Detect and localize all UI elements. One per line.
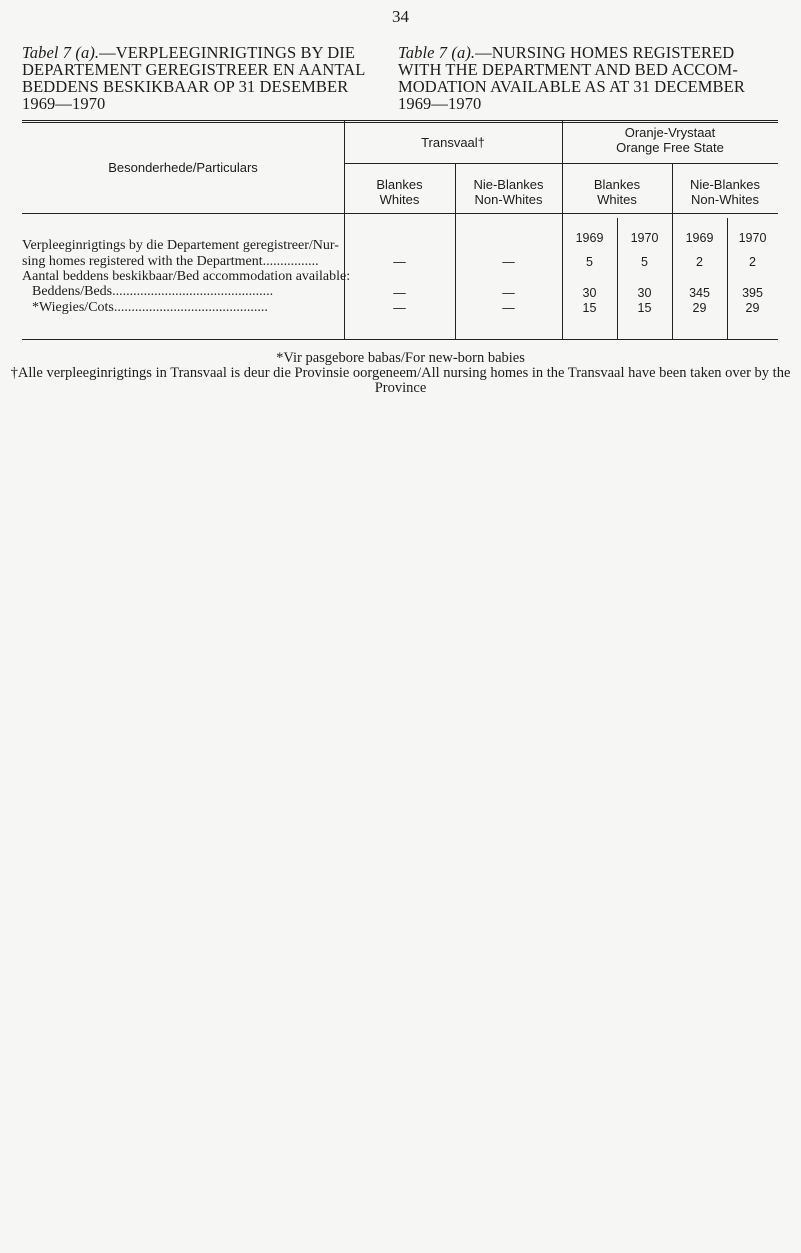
table-top-rule [22, 122, 778, 123]
table-cell: 30 [582, 286, 597, 300]
particulars-header: Besonderhede/Particulars [108, 160, 258, 175]
year-header: 1970 [738, 231, 767, 245]
title-english-line: WITH THE DEPARTMENT AND BED ACCOM- [398, 60, 738, 79]
row-label-bed-accommodation: Aantal beddens beskikbaar/Bed accommodation available: [22, 269, 351, 284]
year-header: 1970 [630, 231, 659, 245]
year-header: 1969 [575, 231, 604, 245]
table-bottom-rule [22, 339, 778, 340]
table-cell: — [393, 301, 406, 315]
title-english-lead: Table 7 (a). [398, 43, 476, 62]
whites-afrikaans: Blankes [376, 177, 423, 192]
table-cell: 2 [749, 255, 756, 269]
table-cell: — [502, 286, 515, 300]
table-cell: — [393, 286, 406, 300]
transvaal-nonwhites-header [455, 177, 562, 207]
ofs-header-english: Orange Free State [616, 140, 724, 155]
whites-afrikaans: Blankes [593, 177, 641, 192]
table-cell: 29 [692, 301, 707, 315]
table-cell: 5 [641, 255, 648, 269]
ofs-whites-header [562, 177, 672, 207]
year-header: 1969 [685, 231, 714, 245]
row-label-cots: *Wiegies/Cots............................................ [32, 300, 268, 315]
table-cell: 29 [745, 301, 760, 315]
whites-english: Whites [597, 192, 637, 207]
title-afrikaans [22, 44, 397, 112]
transvaal-header: Transvaal† [421, 135, 485, 150]
table-cell: 15 [582, 301, 597, 315]
footnote-transvaal-cont: Province [374, 380, 427, 396]
row-label-nursing-homes [22, 238, 339, 269]
table-cell: 2 [696, 255, 703, 269]
table-cell: 395 [742, 286, 763, 300]
ofs-nonwhites-header [672, 177, 778, 207]
row-label-beds: Beddens/Beds.............................................. [32, 284, 274, 299]
title-afrikaans-line: 1969—1970 [22, 94, 106, 113]
table-cell: 15 [637, 301, 652, 315]
nonwhites-english: Non-Whites [691, 192, 759, 207]
title-english-line: MODATION AVAILABLE AS AT 31 DECEMBER [398, 77, 745, 96]
nonwhites-afrikaans: Nie-Blankes [689, 177, 761, 192]
title-english-line: 1969—1970 [398, 94, 482, 113]
nursing-homes-table [22, 120, 778, 342]
ofs-header [562, 125, 778, 155]
ofs-header-afrikaans: Oranje-Vrystaat [624, 125, 716, 140]
whites-english: Whites [379, 192, 420, 207]
table-cell: — [393, 255, 406, 269]
table-cell: 345 [689, 286, 710, 300]
header-bottom-rule [22, 213, 778, 214]
header-divider [344, 163, 778, 164]
transvaal-whites-header [344, 177, 455, 207]
table-top-rule [22, 120, 778, 121]
nonwhites-afrikaans: Nie-Blankes [473, 177, 544, 192]
table-cell: — [502, 255, 515, 269]
title-afrikaans-line: DEPARTEMENT GEREGISTREER EN AANTAL [22, 60, 366, 79]
title-afrikaans-line: BEDDENS BESKIKBAAR OP 31 DESEMBER [22, 77, 349, 96]
table-cell: — [502, 301, 515, 315]
footnote-cots: *Vir pasgebore babas/For new-born babies [276, 350, 525, 366]
title-afrikaans-line: —VERPLEEGINRIGTINGS BY DIE [99, 43, 356, 62]
title-english-line: —NURSING HOMES REGISTERED [475, 43, 735, 62]
table-cell: 5 [586, 255, 593, 269]
footnote-transvaal: †Alle verpleeginrigtings in Transvaal is deur die Provinsie oorgeneem/All nursing homes in the Transvaal have been taken over by the [10, 365, 791, 381]
table-cell: 30 [637, 286, 652, 300]
row-label-line: sing homes registered with the Department................ [22, 253, 319, 269]
title-afrikaans-lead: Tabel 7 (a). [22, 43, 100, 62]
title-english [398, 44, 780, 112]
page-number: 34 [392, 7, 409, 26]
nonwhites-english: Non-Whites [474, 192, 543, 207]
row-label-line: Verpleeginrigtings by die Departement geregistreer/Nur- [22, 238, 339, 253]
